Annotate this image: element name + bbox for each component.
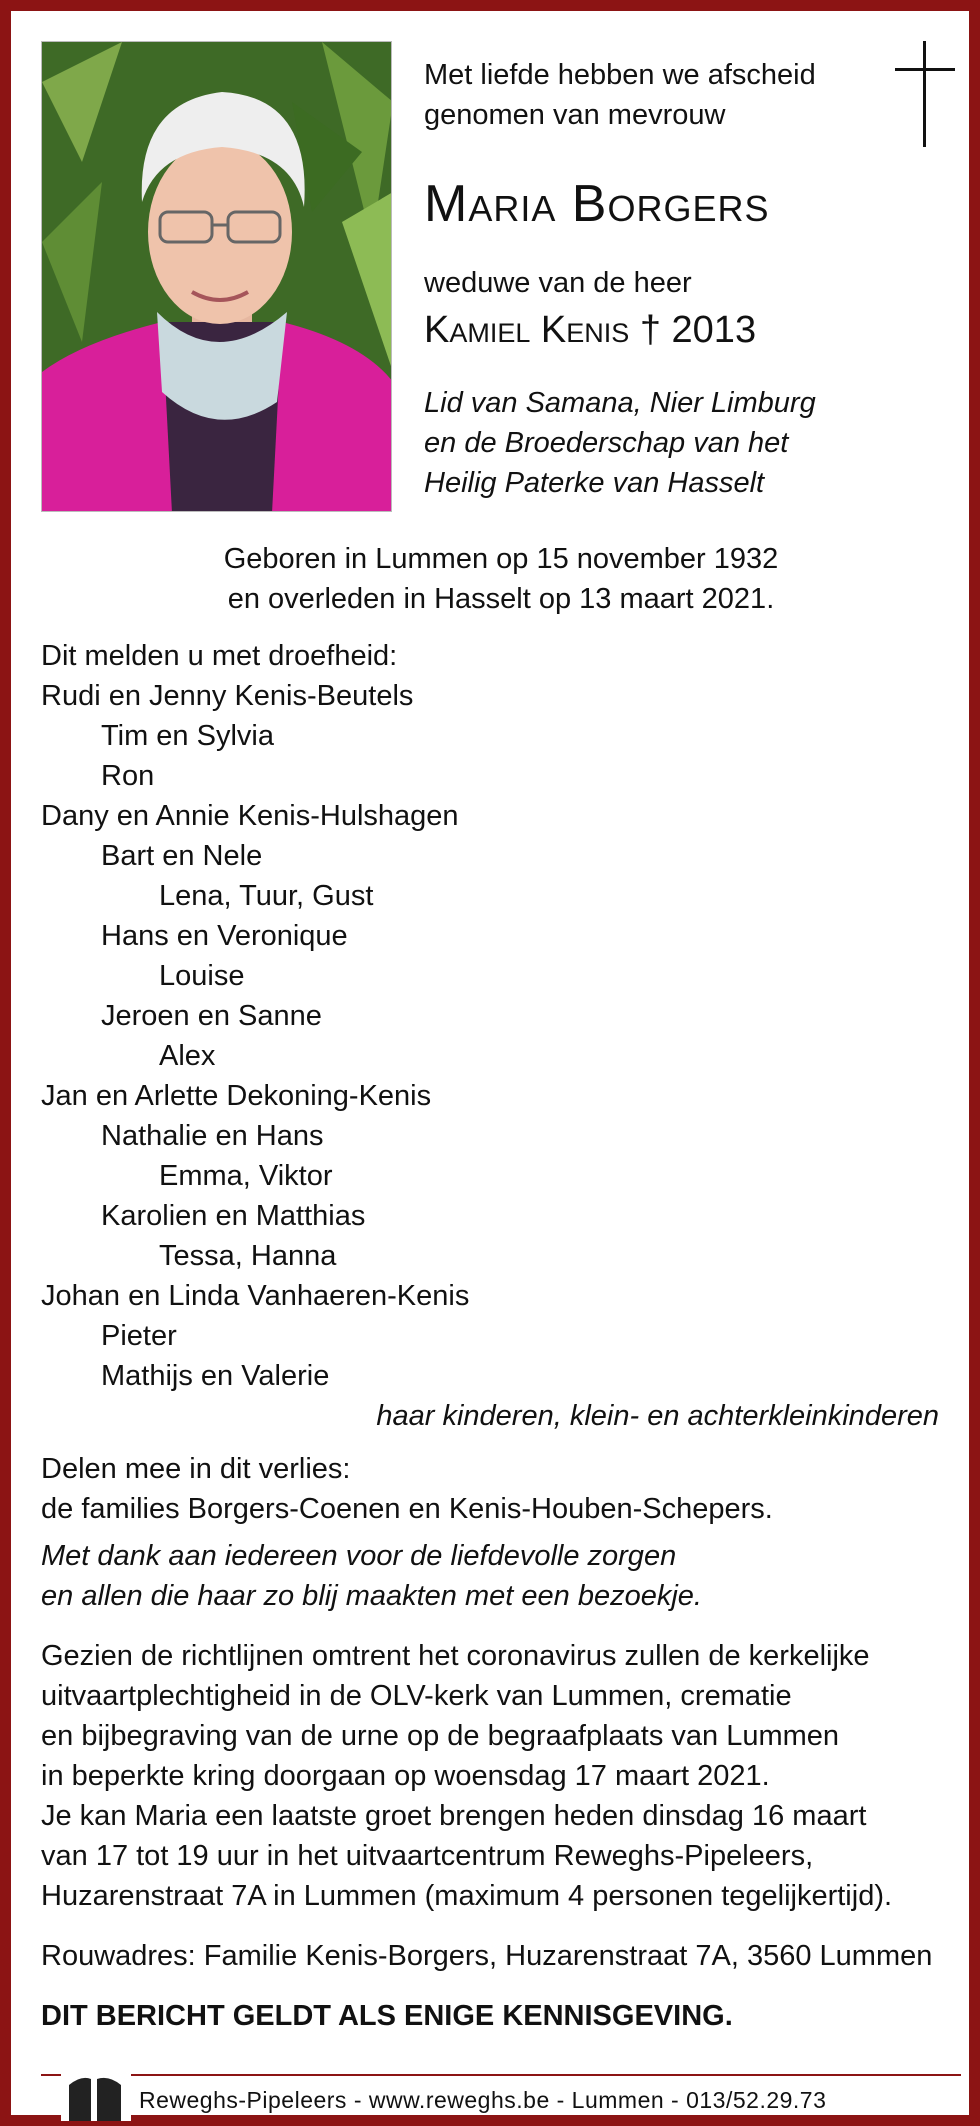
ceremony-line: in beperkte kring doorgaan op woensdag 17 maart 2021. xyxy=(41,1760,770,1792)
deceased-name: Maria Borgers xyxy=(424,175,770,233)
share-text xyxy=(41,1449,773,1529)
family-member: Johan en Linda Vanhaeren-Kenis xyxy=(41,1280,470,1312)
cross-icon xyxy=(895,41,955,147)
family-closing: haar kinderen, klein- en achterkleinkinderen xyxy=(376,1400,939,1432)
membership-text xyxy=(424,383,816,503)
family-member: Hans en Veronique xyxy=(101,920,348,952)
thanks-line: en allen die haar zo blij maakten met een bezoekje. xyxy=(41,1580,702,1612)
membership-line: Lid van Samana, Nier Limburg xyxy=(424,387,816,419)
family-member: Jeroen en Sanne xyxy=(101,1000,322,1032)
family-intro: Dit melden u met droefheid: xyxy=(41,640,398,672)
intro-line: genomen van mevrouw xyxy=(424,99,726,131)
funeral-home-info: Reweghs-Pipeleers - www.reweghs.be - Lummen - 013/52.29.73 xyxy=(139,2087,827,2113)
family-member: Alex xyxy=(159,1040,216,1072)
membership-line: en de Broederschap van het xyxy=(424,427,789,459)
family-member: Karolien en Matthias xyxy=(101,1200,366,1232)
family-member: Dany en Annie Kenis-Hulshagen xyxy=(41,800,459,832)
family-member: Emma, Viktor xyxy=(159,1160,333,1192)
family-member: Mathijs en Valerie xyxy=(101,1360,330,1392)
mourning-address: Rouwadres: Familie Kenis-Borgers, Huzarenstraat 7A, 3560 Lummen xyxy=(41,1940,933,1972)
share-line: Delen mee in dit verlies: xyxy=(41,1453,351,1485)
intro-line: Met liefde hebben we afscheid xyxy=(424,59,816,91)
widow-line: weduwe van de heer xyxy=(424,267,692,299)
died-line: en overleden in Hasselt op 13 maart 2021. xyxy=(227,583,775,615)
thanks-line: Met dank aan iedereen voor de liefdevolle zorgen xyxy=(41,1540,677,1572)
intro-text xyxy=(424,55,816,135)
ceremony-text xyxy=(41,1636,892,1916)
ceremony-line: Gezien de richtlijnen omtrent het coronavirus zullen de kerkelijke xyxy=(41,1640,870,1672)
family-member: Tim en Sylvia xyxy=(101,720,274,752)
born-line: Geboren in Lummen op 15 november 1932 xyxy=(223,543,779,575)
family-list xyxy=(41,636,469,1396)
family-member: Bart en Nele xyxy=(101,840,263,872)
share-line: de families Borgers-Coenen en Kenis-Houben-Schepers. xyxy=(41,1493,773,1525)
family-member: Rudi en Jenny Kenis-Beutels xyxy=(41,680,414,712)
family-member: Nathalie en Hans xyxy=(101,1120,324,1152)
ceremony-line: en bijbegraving van de urne op de begraafplaats van Lummen xyxy=(41,1720,840,1752)
family-member: Lena, Tuur, Gust xyxy=(159,880,374,912)
membership-line: Heilig Paterke van Hasselt xyxy=(424,467,765,499)
thanks-text xyxy=(41,1536,702,1616)
ceremony-line: uitvaartplechtigheid in de OLV-kerk van Lummen, crematie xyxy=(41,1680,792,1712)
family-member: Pieter xyxy=(101,1320,177,1352)
final-notice: DIT BERICHT GELDT ALS ENIGE KENNISGEVING. xyxy=(41,2000,733,2032)
birth-death-text xyxy=(11,539,980,619)
family-member: Tessa, Hanna xyxy=(159,1240,337,1272)
family-member: Louise xyxy=(159,960,245,992)
ceremony-line: van 17 tot 19 uur in het uitvaartcentrum Reweghs-Pipeleers, xyxy=(41,1840,814,1872)
footer-divider xyxy=(41,2074,961,2076)
portrait-photo xyxy=(41,41,392,512)
family-member: Jan en Arlette Dekoning-Kenis xyxy=(41,1080,432,1112)
ceremony-line: Huzarenstraat 7A in Lummen (maximum 4 personen tegelijkertijd). xyxy=(41,1880,893,1912)
husband-name: Kamiel Kenis † 2013 xyxy=(424,309,757,351)
family-member: Ron xyxy=(101,760,155,792)
funeral-home-logo-icon xyxy=(61,2071,131,2121)
ceremony-line: Je kan Maria een laatste groet brengen heden dinsdag 16 maart xyxy=(41,1800,867,1832)
